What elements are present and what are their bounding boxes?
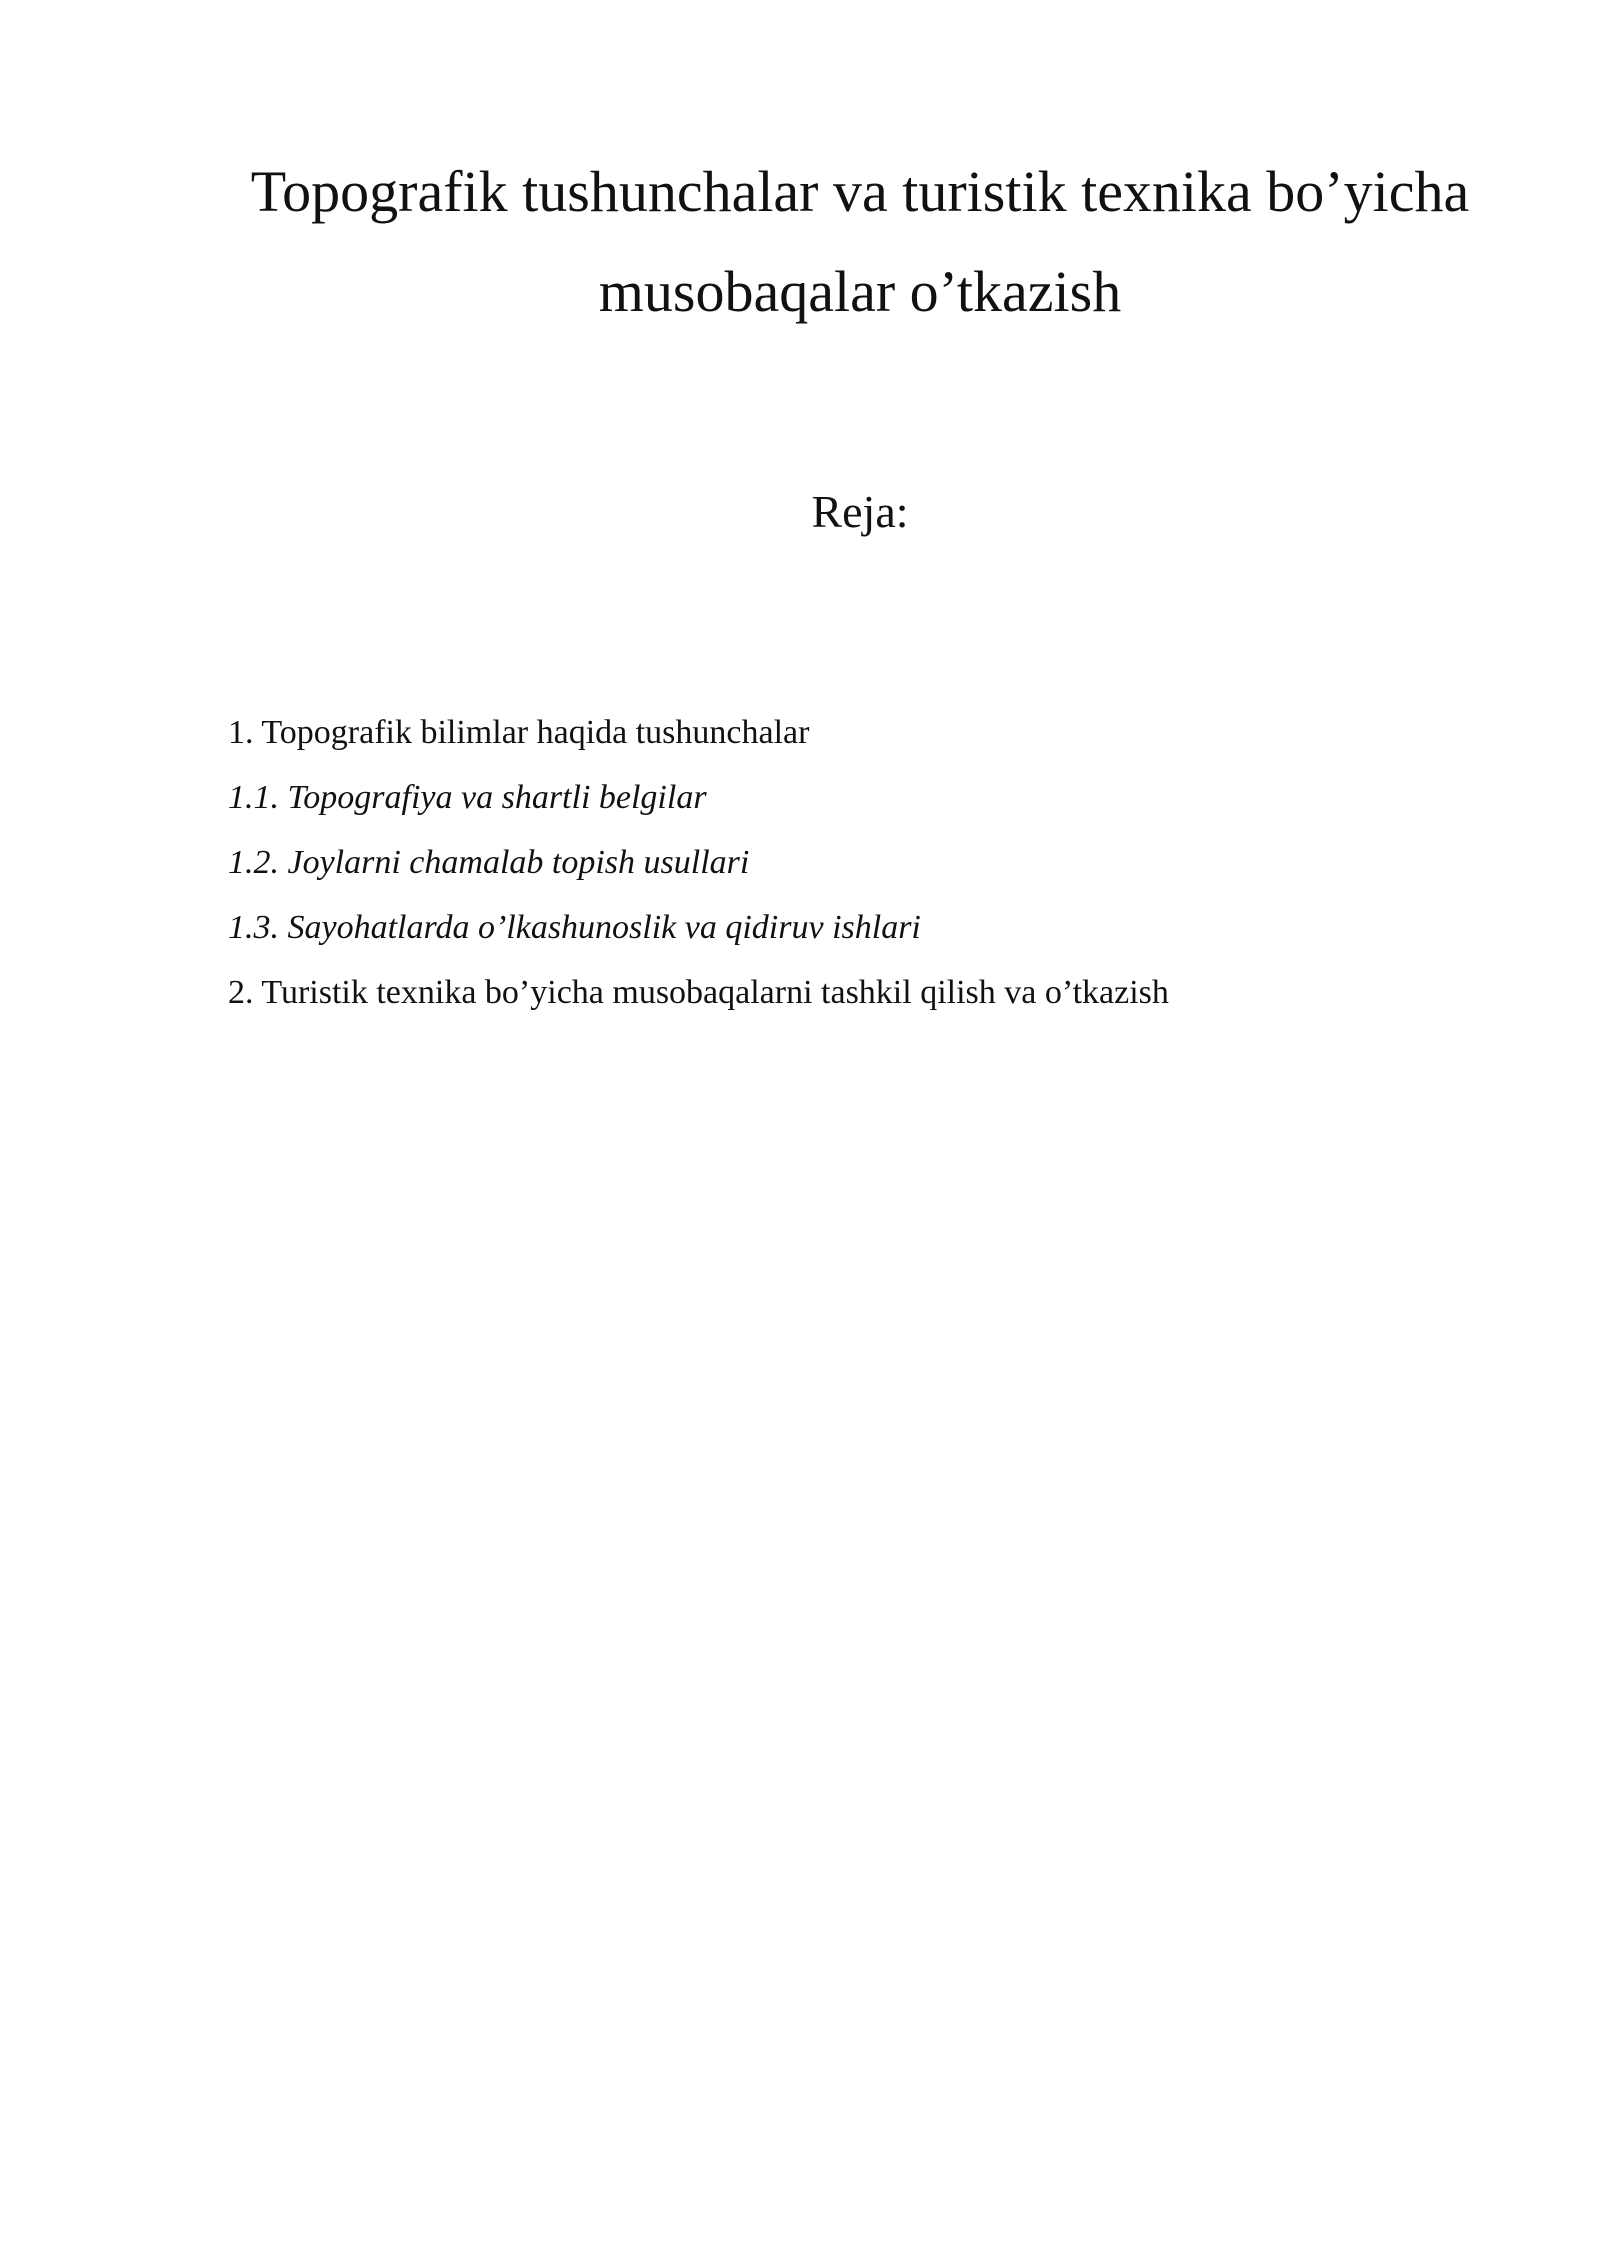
plan-item-2: 2. Turistik texnika bo’yicha musobaqalarni tashkil qilish va o’tkazish — [228, 974, 1169, 1011]
plan-item-1-3: 1.3. Sayohatlarda o’lkashunoslik va qidiruv ishlari — [228, 909, 921, 946]
plan-list — [228, 700, 1169, 1025]
plan-item-1-1: 1.1. Topografiya va shartli belgilar — [228, 779, 707, 816]
plan-heading: Reja: — [811, 486, 909, 537]
title-line-2: musobaqalar o’tkazish — [598, 259, 1122, 324]
plan-item-1-2: 1.2. Joylarni chamalab topish usullari — [228, 844, 750, 881]
title-line-1: Topografik tushunchalar va turistik texnika bo’yicha — [250, 159, 1470, 224]
document-title — [190, 142, 1530, 342]
plan-item-1: 1. Topografik bilimlar haqida tushunchalar — [228, 714, 810, 751]
